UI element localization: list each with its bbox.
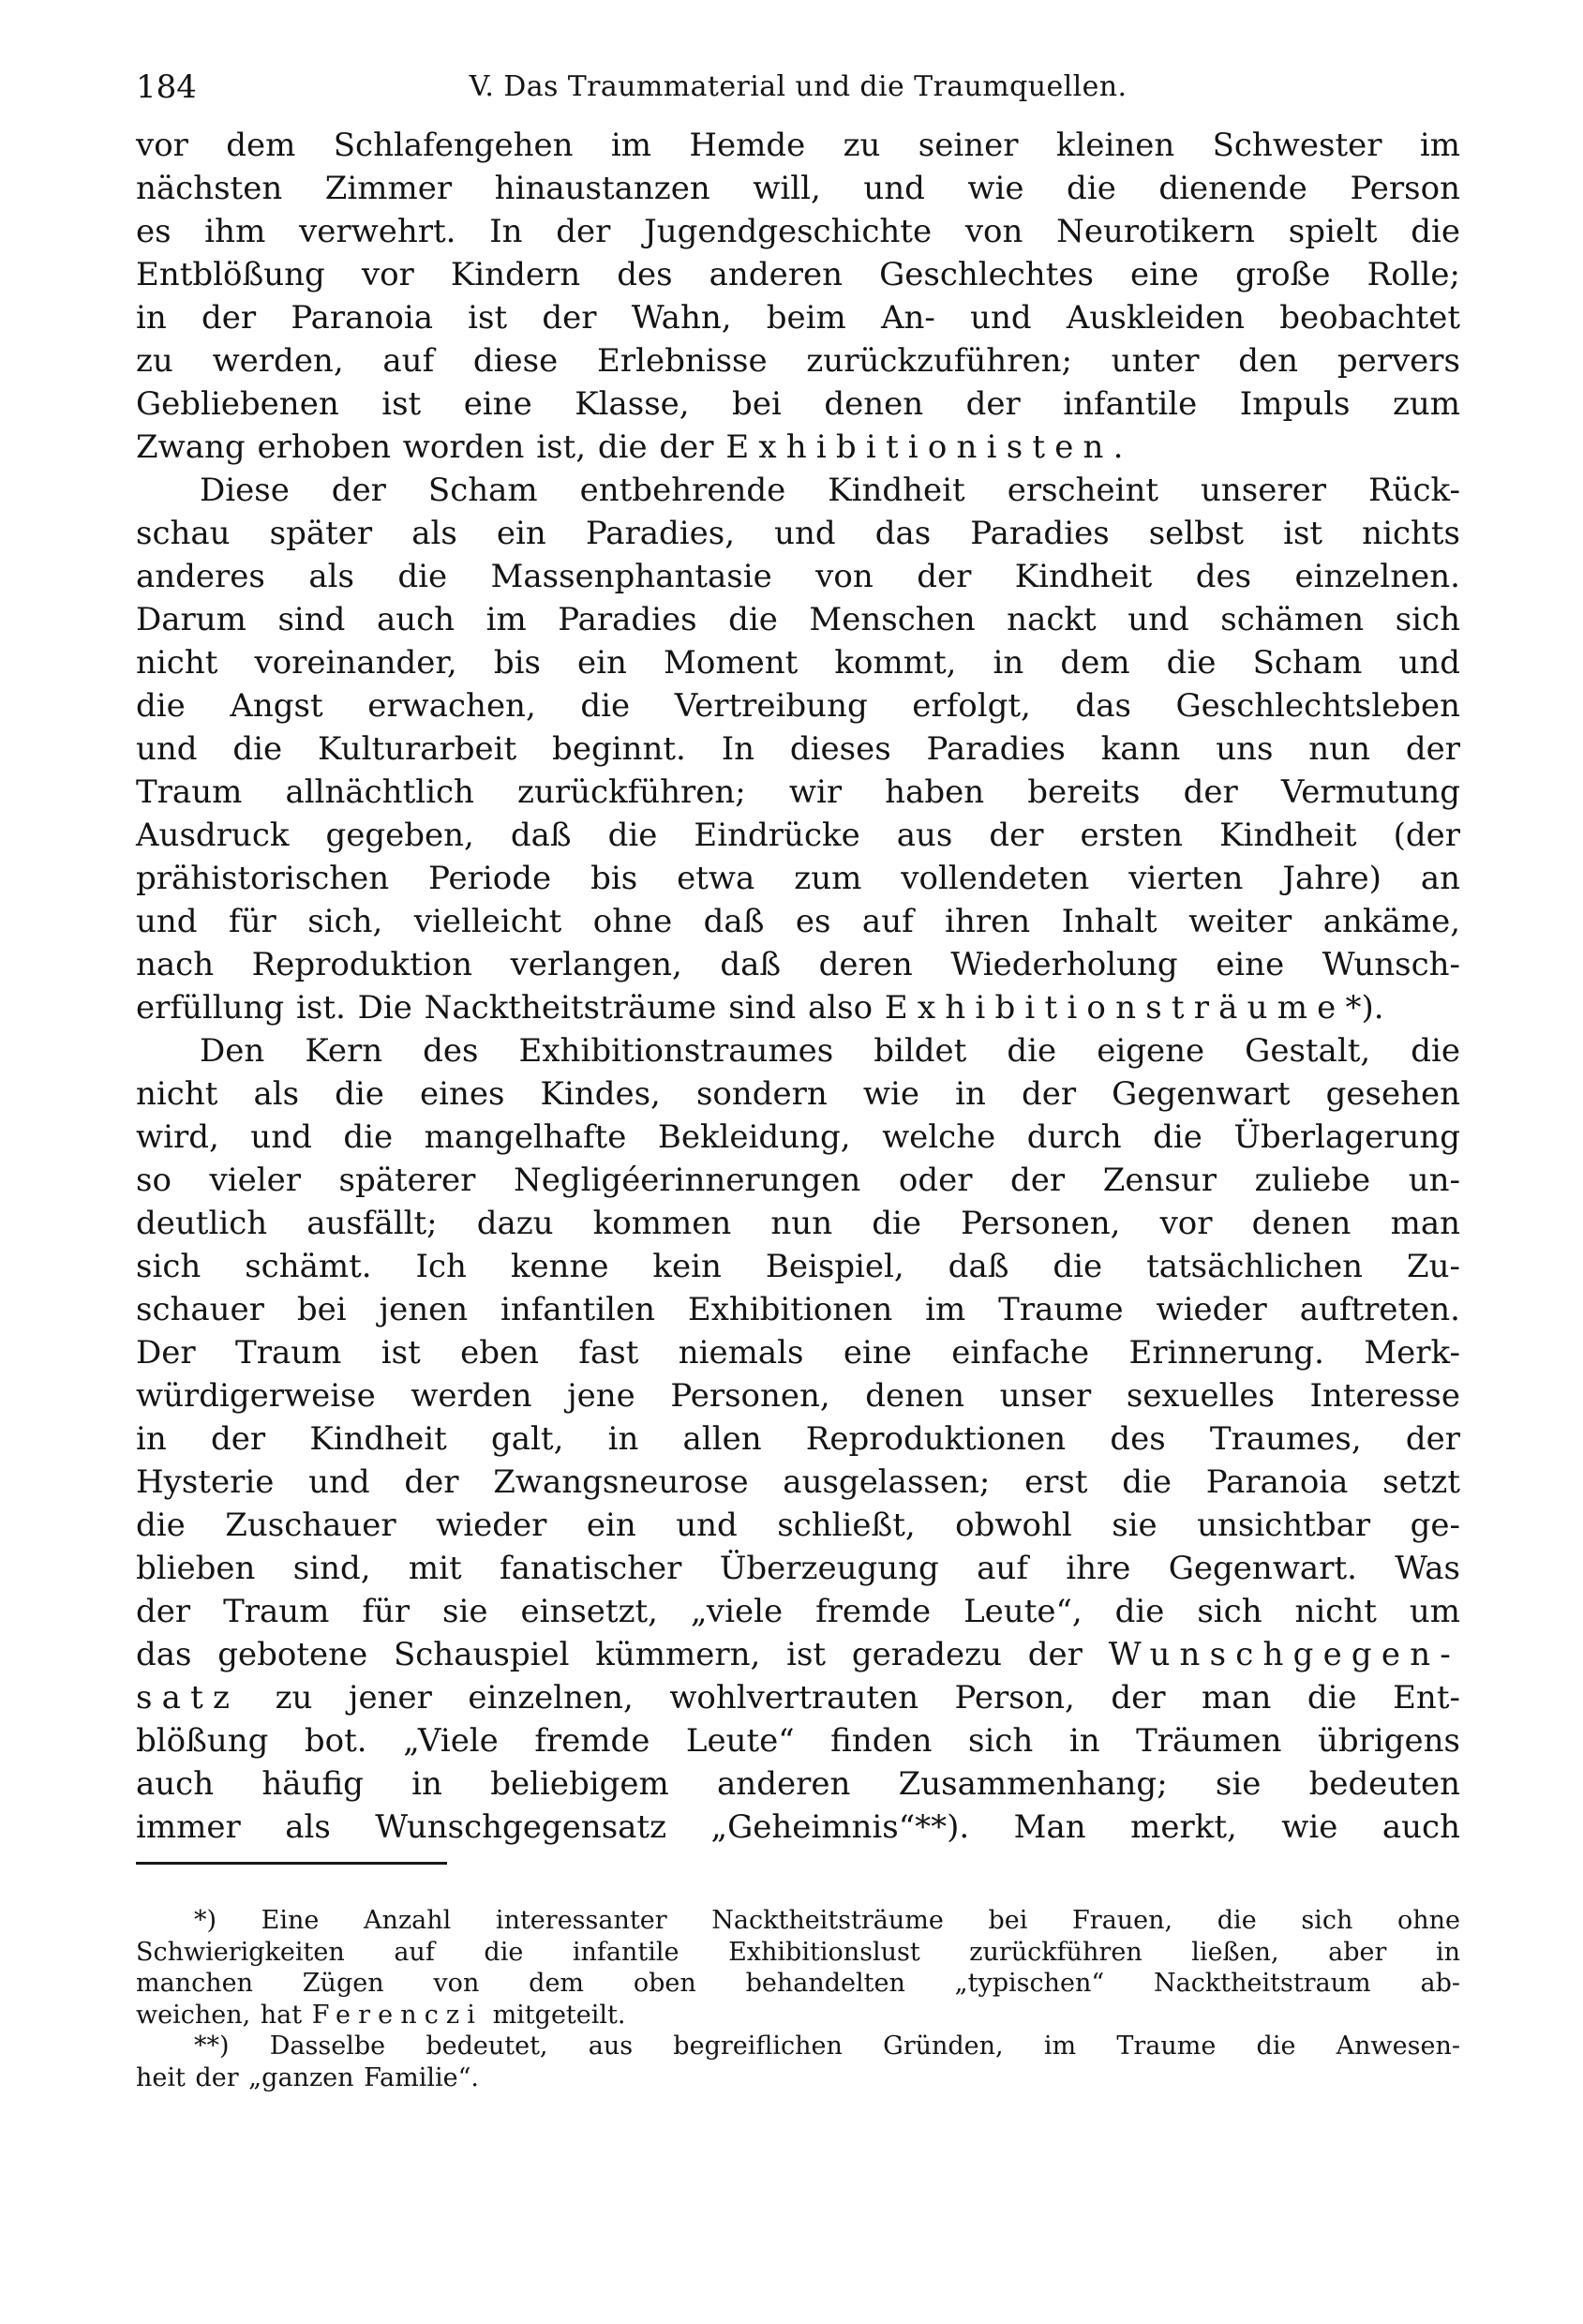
text-line: schau später als ein Paradies, und das Paradies selbst ist nichts — [136, 515, 1460, 552]
text-line: der Traum für sie einsetzt, „viele fremde Leute“, die sich nicht um — [136, 1593, 1460, 1630]
text-line: es ihm verwehrt. In der Jugendgeschichte von Neurotikern spielt die — [136, 213, 1460, 250]
text-line: Gebliebenen ist eine Klasse, bei denen der infantile Impuls zum — [136, 385, 1460, 423]
text-line: auch häufig in beliebigem anderen Zusammenhang; sie bedeuten — [136, 1765, 1460, 1803]
text-line: und für sich, vielleicht ohne daß es auf ihren Inhalt weiter ankäme, — [136, 903, 1460, 940]
footnote-line: weichen, hat Ferenczi mitgeteilt. — [136, 2000, 626, 2030]
footnote-line: *) Eine Anzahl interessanter Nacktheitsträume bei Frauen, die sich ohne — [194, 1906, 1460, 1935]
text-line: Zwang erhoben worden ist, die der Exhibitionisten. — [136, 428, 1133, 466]
text-line: Darum sind auch im Paradies die Menschen nackt und schämen sich — [136, 601, 1460, 638]
text-line: nächsten Zimmer hinaustanzen will, und wie die dienende Person — [136, 170, 1460, 207]
text-line: in der Paranoia ist der Wahn, beim An- und Auskleiden beobachtet — [136, 299, 1460, 337]
footnote-line: **) Dasselbe bedeutet, aus begreiflichen Gründen, im Traume die Anwesen- — [194, 2032, 1460, 2061]
footnote — [136, 1905, 1460, 2031]
footnote-line: Schwierigkeiten auf die infantile Exhibitionslust zurückführen ließen, aber in — [136, 1937, 1460, 1967]
text-line: Diese der Scham entbehrende Kindheit erscheint unserer Rück- — [200, 472, 1460, 509]
running-title: V. Das Traummaterial und die Traumquellen. — [469, 70, 1128, 103]
text-line: Der Traum ist eben fast niemals eine einfache Erinnerung. Merk- — [136, 1334, 1460, 1372]
text-line: prähistorischen Periode bis etwa zum vollendeten vierten Jahre) an — [136, 860, 1460, 897]
text-line: Den Kern des Exhibitionstraumes bildet die eigene Gestalt, die — [200, 1032, 1460, 1070]
text-line: satz zu jener einzelnen, wohlvertrauten Person, der man die Ent- — [136, 1679, 1460, 1717]
paragraph — [136, 1029, 1460, 1849]
text-line: Hysterie und der Zwangsneurose ausgelassen; erst die Paranoia setzt — [136, 1463, 1460, 1501]
text-line: Traum allnächtlich zurückführen; wir haben bereits der Vermutung — [136, 773, 1460, 811]
letterspaced-emphasis: Wunschgegen- — [1108, 1636, 1460, 1673]
text-line: blieben sind, mit fanatischer Überzeugung auf ihre Gegenwart. Was — [136, 1550, 1460, 1587]
footnotes — [136, 1905, 1460, 2093]
paragraph — [136, 124, 1460, 469]
text-line: die Zuschauer wieder ein und schließt, obwohl sie unsichtbar ge- — [136, 1507, 1460, 1544]
text-line: das gebotene Schauspiel kümmern, ist geradezu der Wunschgegen- — [136, 1636, 1460, 1673]
letterspaced-emphasis: satz — [136, 1679, 240, 1717]
letterspaced-emphasis: Exhibitionsträume — [884, 989, 1346, 1027]
text-line: so vieler späterer Negligéerinnerungen oder der Zensur zuliebe un- — [136, 1162, 1460, 1199]
text-line: sich schämt. Ich kenne kein Beispiel, daß die tatsächlichen Zu- — [136, 1248, 1460, 1285]
page-number: 184 — [136, 68, 197, 106]
text-line: deutlich ausfällt; dazu kommen nun die Personen, vor denen man — [136, 1205, 1460, 1242]
letterspaced-emphasis: Ferenczi — [311, 2000, 483, 2030]
text-line: würdigerweise werden jene Personen, denen unser sexuelles Interesse — [136, 1377, 1460, 1415]
main-text — [136, 124, 1460, 1849]
text-line: anderes als die Massenphantasie von der Kindheit des einzelnen. — [136, 558, 1460, 595]
footnote-line: manchen Zügen von dem oben behandelten „typischen“ Nacktheitstraum ab- — [136, 1969, 1460, 1998]
text-line: nach Reproduktion verlangen, daß deren Wiederholung eine Wunsch- — [136, 946, 1460, 983]
text-line: nicht als die eines Kindes, sondern wie in der Gegenwart gesehen — [136, 1075, 1460, 1113]
text-line: vor dem Schlafengehen im Hemde zu seiner kleinen Schwester im — [136, 127, 1460, 164]
footnote-separator — [136, 1862, 447, 1865]
footnote-line: heit der „ganzen Familie“. — [136, 2062, 479, 2092]
text-line: wird, und die mangelhafte Bekleidung, welche durch die Überlagerung — [136, 1118, 1460, 1156]
text-line: und die Kulturarbeit beginnt. In dieses Paradies kann uns nun der — [136, 730, 1460, 768]
text-line: zu werden, auf diese Erlebnisse zurückzuführen; unter den pervers — [136, 342, 1460, 380]
text-line: schauer bei jenen infantilen Exhibitionen im Traume wieder auftreten. — [136, 1291, 1460, 1328]
text-line: Ausdruck gegeben, daß die Eindrücke aus der ersten Kindheit (der — [136, 817, 1460, 854]
text-line: Entblößung vor Kindern des anderen Geschlechtes eine große Rolle; — [136, 256, 1460, 293]
paragraph — [136, 469, 1460, 1029]
letterspaced-emphasis: Exhibitionisten. — [725, 428, 1133, 466]
text-line: erfüllung ist. Die Nacktheitsträume sind also Exhibitionsträume*). — [136, 989, 1384, 1027]
text-line: immer als Wunschgegensatz „Geheimnis“**). Man merkt, wie auch — [136, 1808, 1460, 1846]
page-header — [136, 69, 1460, 105]
text-line: die Angst erwachen, die Vertreibung erfolgt, das Geschlechtsleben — [136, 687, 1460, 725]
text-line: in der Kindheit galt, in allen Reproduktionen des Traumes, der — [136, 1420, 1460, 1458]
footnote — [136, 2031, 1460, 2093]
text-line: nicht voreinander, bis ein Moment kommt, in dem die Scham und — [136, 644, 1460, 682]
text-line: blößung bot. „Viele fremde Leute“ finden sich in Träumen übrigens — [136, 1722, 1460, 1760]
